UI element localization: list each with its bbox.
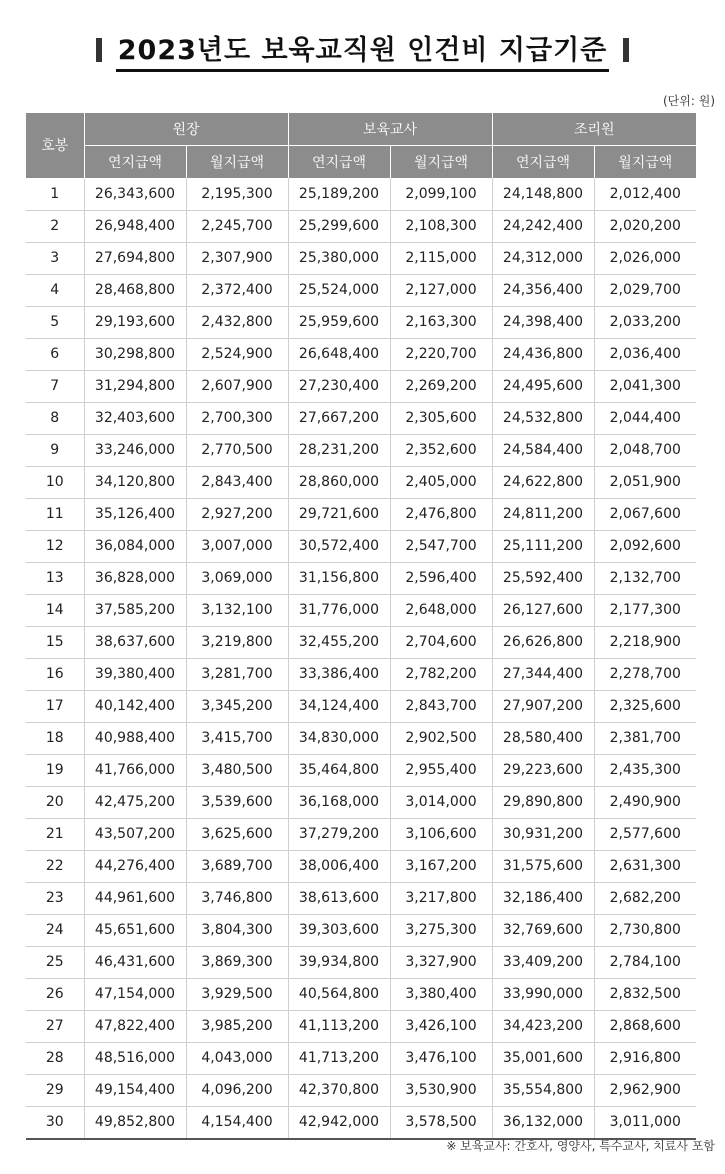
step-cell: 18 bbox=[26, 722, 84, 754]
step-cell: 1 bbox=[26, 178, 84, 210]
cook-annual-cell: 33,409,200 bbox=[492, 946, 594, 978]
teacher-annual-cell: 25,524,000 bbox=[288, 274, 390, 306]
director-annual-cell: 31,294,800 bbox=[84, 370, 186, 402]
cook-monthly-cell: 2,218,900 bbox=[594, 626, 696, 658]
cook-annual-cell: 24,356,400 bbox=[492, 274, 594, 306]
table-row bbox=[26, 978, 696, 1010]
cook-monthly-cell: 2,916,800 bbox=[594, 1042, 696, 1074]
table-row bbox=[26, 850, 696, 882]
teacher-monthly-cell: 2,902,500 bbox=[390, 722, 492, 754]
director-monthly-cell: 2,700,300 bbox=[186, 402, 288, 434]
director-monthly-cell: 3,625,600 bbox=[186, 818, 288, 850]
cook-monthly-cell: 2,177,300 bbox=[594, 594, 696, 626]
director-annual-cell: 46,431,600 bbox=[84, 946, 186, 978]
teacher-monthly-cell: 3,327,900 bbox=[390, 946, 492, 978]
unit-label: (단위: 원) bbox=[663, 94, 715, 108]
table-row bbox=[26, 178, 696, 210]
director-annual-cell: 27,694,800 bbox=[84, 242, 186, 274]
table-row bbox=[26, 818, 696, 850]
director-annual-cell: 29,193,600 bbox=[84, 306, 186, 338]
cook-monthly-cell: 2,381,700 bbox=[594, 722, 696, 754]
teacher-monthly-cell: 2,704,600 bbox=[390, 626, 492, 658]
teacher-annual-cell: 42,942,000 bbox=[288, 1106, 390, 1139]
cook-monthly-cell: 2,092,600 bbox=[594, 530, 696, 562]
director-monthly-cell: 2,524,900 bbox=[186, 338, 288, 370]
teacher-annual-cell: 34,124,400 bbox=[288, 690, 390, 722]
teacher-annual-cell: 28,860,000 bbox=[288, 466, 390, 498]
step-cell: 7 bbox=[26, 370, 84, 402]
cook-monthly-cell: 2,044,400 bbox=[594, 402, 696, 434]
teacher-annual-cell: 33,386,400 bbox=[288, 658, 390, 690]
director-monthly-cell: 3,985,200 bbox=[186, 1010, 288, 1042]
cook-annual-cell: 35,001,600 bbox=[492, 1042, 594, 1074]
director-monthly-cell: 3,415,700 bbox=[186, 722, 288, 754]
teacher-annual-cell: 25,959,600 bbox=[288, 306, 390, 338]
table-row bbox=[26, 210, 696, 242]
table-row bbox=[26, 274, 696, 306]
step-cell: 24 bbox=[26, 914, 84, 946]
cook-annual-cell: 24,495,600 bbox=[492, 370, 594, 402]
step-cell: 12 bbox=[26, 530, 84, 562]
step-cell: 8 bbox=[26, 402, 84, 434]
cook-annual-cell: 28,580,400 bbox=[492, 722, 594, 754]
teacher-monthly-cell: 2,352,600 bbox=[390, 434, 492, 466]
cook-monthly-cell: 2,682,200 bbox=[594, 882, 696, 914]
teacher-annual-cell: 42,370,800 bbox=[288, 1074, 390, 1106]
cook-annual-cell: 25,111,200 bbox=[492, 530, 594, 562]
table-row bbox=[26, 402, 696, 434]
step-cell: 3 bbox=[26, 242, 84, 274]
header-monthly: 월지급액 bbox=[390, 146, 492, 179]
table-row bbox=[26, 434, 696, 466]
teacher-monthly-cell: 3,167,200 bbox=[390, 850, 492, 882]
director-monthly-cell: 3,746,800 bbox=[186, 882, 288, 914]
step-cell: 10 bbox=[26, 466, 84, 498]
teacher-monthly-cell: 2,648,000 bbox=[390, 594, 492, 626]
cook-annual-cell: 30,931,200 bbox=[492, 818, 594, 850]
cook-annual-cell: 32,769,600 bbox=[492, 914, 594, 946]
table-row bbox=[26, 466, 696, 498]
teacher-annual-cell: 31,156,800 bbox=[288, 562, 390, 594]
teacher-annual-cell: 25,189,200 bbox=[288, 178, 390, 210]
director-monthly-cell: 3,869,300 bbox=[186, 946, 288, 978]
director-annual-cell: 49,154,400 bbox=[84, 1074, 186, 1106]
director-monthly-cell: 3,007,000 bbox=[186, 530, 288, 562]
cook-annual-cell: 24,398,400 bbox=[492, 306, 594, 338]
cook-annual-cell: 34,423,200 bbox=[492, 1010, 594, 1042]
step-cell: 16 bbox=[26, 658, 84, 690]
teacher-annual-cell: 38,613,600 bbox=[288, 882, 390, 914]
table-row bbox=[26, 946, 696, 978]
teacher-annual-cell: 25,299,600 bbox=[288, 210, 390, 242]
title-bar-right bbox=[623, 38, 629, 62]
director-annual-cell: 38,637,600 bbox=[84, 626, 186, 658]
cook-annual-cell: 24,242,400 bbox=[492, 210, 594, 242]
director-monthly-cell: 4,043,000 bbox=[186, 1042, 288, 1074]
director-annual-cell: 35,126,400 bbox=[84, 498, 186, 530]
table-row bbox=[26, 1106, 696, 1139]
teacher-monthly-cell: 3,275,300 bbox=[390, 914, 492, 946]
header-step: 호봉 bbox=[26, 113, 84, 178]
cook-annual-cell: 24,622,800 bbox=[492, 466, 594, 498]
teacher-annual-cell: 32,455,200 bbox=[288, 626, 390, 658]
director-monthly-cell: 3,132,100 bbox=[186, 594, 288, 626]
director-monthly-cell: 3,804,300 bbox=[186, 914, 288, 946]
teacher-monthly-cell: 2,405,000 bbox=[390, 466, 492, 498]
step-cell: 9 bbox=[26, 434, 84, 466]
director-annual-cell: 49,852,800 bbox=[84, 1106, 186, 1139]
director-annual-cell: 40,988,400 bbox=[84, 722, 186, 754]
cook-annual-cell: 26,127,600 bbox=[492, 594, 594, 626]
cook-monthly-cell: 2,020,200 bbox=[594, 210, 696, 242]
director-annual-cell: 30,298,800 bbox=[84, 338, 186, 370]
table-row bbox=[26, 530, 696, 562]
cook-annual-cell: 29,890,800 bbox=[492, 786, 594, 818]
cook-annual-cell: 29,223,600 bbox=[492, 754, 594, 786]
cook-annual-cell: 24,312,000 bbox=[492, 242, 594, 274]
cook-annual-cell: 33,990,000 bbox=[492, 978, 594, 1010]
director-annual-cell: 28,468,800 bbox=[84, 274, 186, 306]
director-annual-cell: 40,142,400 bbox=[84, 690, 186, 722]
cook-annual-cell: 24,148,800 bbox=[492, 178, 594, 210]
step-cell: 2 bbox=[26, 210, 84, 242]
cook-annual-cell: 31,575,600 bbox=[492, 850, 594, 882]
step-cell: 13 bbox=[26, 562, 84, 594]
director-monthly-cell: 3,689,700 bbox=[186, 850, 288, 882]
step-cell: 14 bbox=[26, 594, 84, 626]
step-cell: 11 bbox=[26, 498, 84, 530]
director-monthly-cell: 4,154,400 bbox=[186, 1106, 288, 1139]
director-annual-cell: 41,766,000 bbox=[84, 754, 186, 786]
teacher-monthly-cell: 2,782,200 bbox=[390, 658, 492, 690]
table-row bbox=[26, 658, 696, 690]
director-annual-cell: 26,343,600 bbox=[84, 178, 186, 210]
cook-monthly-cell: 2,490,900 bbox=[594, 786, 696, 818]
header-group-teacher: 보육교사 bbox=[288, 113, 492, 146]
teacher-monthly-cell: 2,127,000 bbox=[390, 274, 492, 306]
director-monthly-cell: 3,539,600 bbox=[186, 786, 288, 818]
step-cell: 23 bbox=[26, 882, 84, 914]
cook-monthly-cell: 2,435,300 bbox=[594, 754, 696, 786]
step-cell: 5 bbox=[26, 306, 84, 338]
table-row bbox=[26, 306, 696, 338]
cook-monthly-cell: 2,132,700 bbox=[594, 562, 696, 594]
cook-monthly-cell: 2,278,700 bbox=[594, 658, 696, 690]
teacher-monthly-cell: 2,596,400 bbox=[390, 562, 492, 594]
teacher-monthly-cell: 2,099,100 bbox=[390, 178, 492, 210]
teacher-annual-cell: 26,648,400 bbox=[288, 338, 390, 370]
teacher-annual-cell: 37,279,200 bbox=[288, 818, 390, 850]
teacher-monthly-cell: 3,476,100 bbox=[390, 1042, 492, 1074]
table-row bbox=[26, 562, 696, 594]
table-row bbox=[26, 754, 696, 786]
teacher-monthly-cell: 3,426,100 bbox=[390, 1010, 492, 1042]
teacher-annual-cell: 27,230,400 bbox=[288, 370, 390, 402]
cook-annual-cell: 25,592,400 bbox=[492, 562, 594, 594]
director-monthly-cell: 2,770,500 bbox=[186, 434, 288, 466]
step-cell: 20 bbox=[26, 786, 84, 818]
header-annual: 연지급액 bbox=[84, 146, 186, 179]
director-monthly-cell: 2,195,300 bbox=[186, 178, 288, 210]
footnote: ※ 보육교사: 간호사, 영양사, 특수교사, 치료사 포함 bbox=[446, 1139, 715, 1153]
cook-annual-cell: 36,132,000 bbox=[492, 1106, 594, 1139]
teacher-monthly-cell: 2,305,600 bbox=[390, 402, 492, 434]
cook-monthly-cell: 2,033,200 bbox=[594, 306, 696, 338]
director-monthly-cell: 3,069,000 bbox=[186, 562, 288, 594]
step-cell: 28 bbox=[26, 1042, 84, 1074]
cook-monthly-cell: 2,041,300 bbox=[594, 370, 696, 402]
director-annual-cell: 34,120,800 bbox=[84, 466, 186, 498]
step-cell: 26 bbox=[26, 978, 84, 1010]
teacher-annual-cell: 40,564,800 bbox=[288, 978, 390, 1010]
cook-monthly-cell: 3,011,000 bbox=[594, 1106, 696, 1139]
director-annual-cell: 37,585,200 bbox=[84, 594, 186, 626]
teacher-monthly-cell: 2,269,200 bbox=[390, 370, 492, 402]
teacher-monthly-cell: 3,578,500 bbox=[390, 1106, 492, 1139]
director-monthly-cell: 3,480,500 bbox=[186, 754, 288, 786]
step-cell: 25 bbox=[26, 946, 84, 978]
director-monthly-cell: 4,096,200 bbox=[186, 1074, 288, 1106]
teacher-annual-cell: 39,934,800 bbox=[288, 946, 390, 978]
teacher-annual-cell: 30,572,400 bbox=[288, 530, 390, 562]
director-annual-cell: 47,154,000 bbox=[84, 978, 186, 1010]
director-monthly-cell: 3,281,700 bbox=[186, 658, 288, 690]
director-monthly-cell: 2,372,400 bbox=[186, 274, 288, 306]
cook-annual-cell: 26,626,800 bbox=[492, 626, 594, 658]
cook-monthly-cell: 2,012,400 bbox=[594, 178, 696, 210]
table-row bbox=[26, 1074, 696, 1106]
teacher-monthly-cell: 2,108,300 bbox=[390, 210, 492, 242]
director-monthly-cell: 3,219,800 bbox=[186, 626, 288, 658]
cook-annual-cell: 24,584,400 bbox=[492, 434, 594, 466]
teacher-monthly-cell: 3,217,800 bbox=[390, 882, 492, 914]
table-row bbox=[26, 882, 696, 914]
cook-monthly-cell: 2,730,800 bbox=[594, 914, 696, 946]
cook-annual-cell: 24,811,200 bbox=[492, 498, 594, 530]
teacher-annual-cell: 34,830,000 bbox=[288, 722, 390, 754]
title-block bbox=[0, 28, 725, 68]
step-cell: 6 bbox=[26, 338, 84, 370]
director-annual-cell: 43,507,200 bbox=[84, 818, 186, 850]
cook-monthly-cell: 2,048,700 bbox=[594, 434, 696, 466]
director-annual-cell: 36,828,000 bbox=[84, 562, 186, 594]
step-cell: 4 bbox=[26, 274, 84, 306]
director-monthly-cell: 2,245,700 bbox=[186, 210, 288, 242]
cook-monthly-cell: 2,051,900 bbox=[594, 466, 696, 498]
cook-monthly-cell: 2,067,600 bbox=[594, 498, 696, 530]
table-row bbox=[26, 498, 696, 530]
director-monthly-cell: 2,843,400 bbox=[186, 466, 288, 498]
cook-annual-cell: 35,554,800 bbox=[492, 1074, 594, 1106]
cook-annual-cell: 24,436,800 bbox=[492, 338, 594, 370]
header-monthly: 월지급액 bbox=[186, 146, 288, 179]
teacher-monthly-cell: 2,115,000 bbox=[390, 242, 492, 274]
cook-monthly-cell: 2,325,600 bbox=[594, 690, 696, 722]
teacher-annual-cell: 41,113,200 bbox=[288, 1010, 390, 1042]
cook-monthly-cell: 2,832,500 bbox=[594, 978, 696, 1010]
director-monthly-cell: 2,307,900 bbox=[186, 242, 288, 274]
salary-table bbox=[26, 113, 696, 1140]
cook-monthly-cell: 2,029,700 bbox=[594, 274, 696, 306]
cook-monthly-cell: 2,026,000 bbox=[594, 242, 696, 274]
header-group-cook: 조리원 bbox=[492, 113, 696, 146]
table-row bbox=[26, 370, 696, 402]
director-monthly-cell: 3,345,200 bbox=[186, 690, 288, 722]
teacher-monthly-cell: 2,547,700 bbox=[390, 530, 492, 562]
header-row-groups bbox=[26, 113, 696, 146]
teacher-monthly-cell: 3,530,900 bbox=[390, 1074, 492, 1106]
director-annual-cell: 45,651,600 bbox=[84, 914, 186, 946]
teacher-monthly-cell: 3,380,400 bbox=[390, 978, 492, 1010]
header-annual: 연지급액 bbox=[288, 146, 390, 179]
table-row bbox=[26, 786, 696, 818]
director-annual-cell: 33,246,000 bbox=[84, 434, 186, 466]
director-annual-cell: 26,948,400 bbox=[84, 210, 186, 242]
step-cell: 29 bbox=[26, 1074, 84, 1106]
table-row bbox=[26, 338, 696, 370]
header-monthly: 월지급액 bbox=[594, 146, 696, 179]
teacher-monthly-cell: 2,955,400 bbox=[390, 754, 492, 786]
step-cell: 19 bbox=[26, 754, 84, 786]
teacher-annual-cell: 28,231,200 bbox=[288, 434, 390, 466]
cook-annual-cell: 27,344,400 bbox=[492, 658, 594, 690]
teacher-monthly-cell: 2,843,700 bbox=[390, 690, 492, 722]
teacher-monthly-cell: 3,014,000 bbox=[390, 786, 492, 818]
teacher-monthly-cell: 2,163,300 bbox=[390, 306, 492, 338]
cook-monthly-cell: 2,868,600 bbox=[594, 1010, 696, 1042]
step-cell: 30 bbox=[26, 1106, 84, 1139]
step-cell: 17 bbox=[26, 690, 84, 722]
teacher-annual-cell: 29,721,600 bbox=[288, 498, 390, 530]
director-annual-cell: 42,475,200 bbox=[84, 786, 186, 818]
teacher-annual-cell: 25,380,000 bbox=[288, 242, 390, 274]
director-annual-cell: 44,961,600 bbox=[84, 882, 186, 914]
teacher-monthly-cell: 3,106,600 bbox=[390, 818, 492, 850]
step-cell: 27 bbox=[26, 1010, 84, 1042]
step-cell: 21 bbox=[26, 818, 84, 850]
teacher-annual-cell: 41,713,200 bbox=[288, 1042, 390, 1074]
teacher-annual-cell: 36,168,000 bbox=[288, 786, 390, 818]
title-bar-left bbox=[96, 38, 102, 62]
director-monthly-cell: 3,929,500 bbox=[186, 978, 288, 1010]
table-row bbox=[26, 1010, 696, 1042]
table-row bbox=[26, 626, 696, 658]
cook-annual-cell: 32,186,400 bbox=[492, 882, 594, 914]
header-row-sub bbox=[26, 146, 696, 179]
teacher-annual-cell: 39,303,600 bbox=[288, 914, 390, 946]
page-title: 2023년도 보육교직원 인건비 지급기준 bbox=[116, 28, 610, 72]
teacher-annual-cell: 38,006,400 bbox=[288, 850, 390, 882]
director-monthly-cell: 2,927,200 bbox=[186, 498, 288, 530]
director-annual-cell: 48,516,000 bbox=[84, 1042, 186, 1074]
director-annual-cell: 47,822,400 bbox=[84, 1010, 186, 1042]
cook-monthly-cell: 2,036,400 bbox=[594, 338, 696, 370]
table-row bbox=[26, 690, 696, 722]
teacher-annual-cell: 27,667,200 bbox=[288, 402, 390, 434]
director-annual-cell: 39,380,400 bbox=[84, 658, 186, 690]
cook-monthly-cell: 2,784,100 bbox=[594, 946, 696, 978]
cook-monthly-cell: 2,962,900 bbox=[594, 1074, 696, 1106]
cook-monthly-cell: 2,577,600 bbox=[594, 818, 696, 850]
step-cell: 22 bbox=[26, 850, 84, 882]
director-monthly-cell: 2,432,800 bbox=[186, 306, 288, 338]
director-annual-cell: 36,084,000 bbox=[84, 530, 186, 562]
table-body bbox=[26, 178, 696, 1139]
director-annual-cell: 44,276,400 bbox=[84, 850, 186, 882]
table-row bbox=[26, 242, 696, 274]
table-row bbox=[26, 914, 696, 946]
header-annual: 연지급액 bbox=[492, 146, 594, 179]
table-row bbox=[26, 722, 696, 754]
cook-annual-cell: 24,532,800 bbox=[492, 402, 594, 434]
cook-monthly-cell: 2,631,300 bbox=[594, 850, 696, 882]
step-cell: 15 bbox=[26, 626, 84, 658]
teacher-monthly-cell: 2,220,700 bbox=[390, 338, 492, 370]
cook-annual-cell: 27,907,200 bbox=[492, 690, 594, 722]
table-row bbox=[26, 594, 696, 626]
teacher-annual-cell: 31,776,000 bbox=[288, 594, 390, 626]
teacher-annual-cell: 35,464,800 bbox=[288, 754, 390, 786]
teacher-monthly-cell: 2,476,800 bbox=[390, 498, 492, 530]
header-group-director: 원장 bbox=[84, 113, 288, 146]
table-row bbox=[26, 1042, 696, 1074]
director-monthly-cell: 2,607,900 bbox=[186, 370, 288, 402]
director-annual-cell: 32,403,600 bbox=[84, 402, 186, 434]
